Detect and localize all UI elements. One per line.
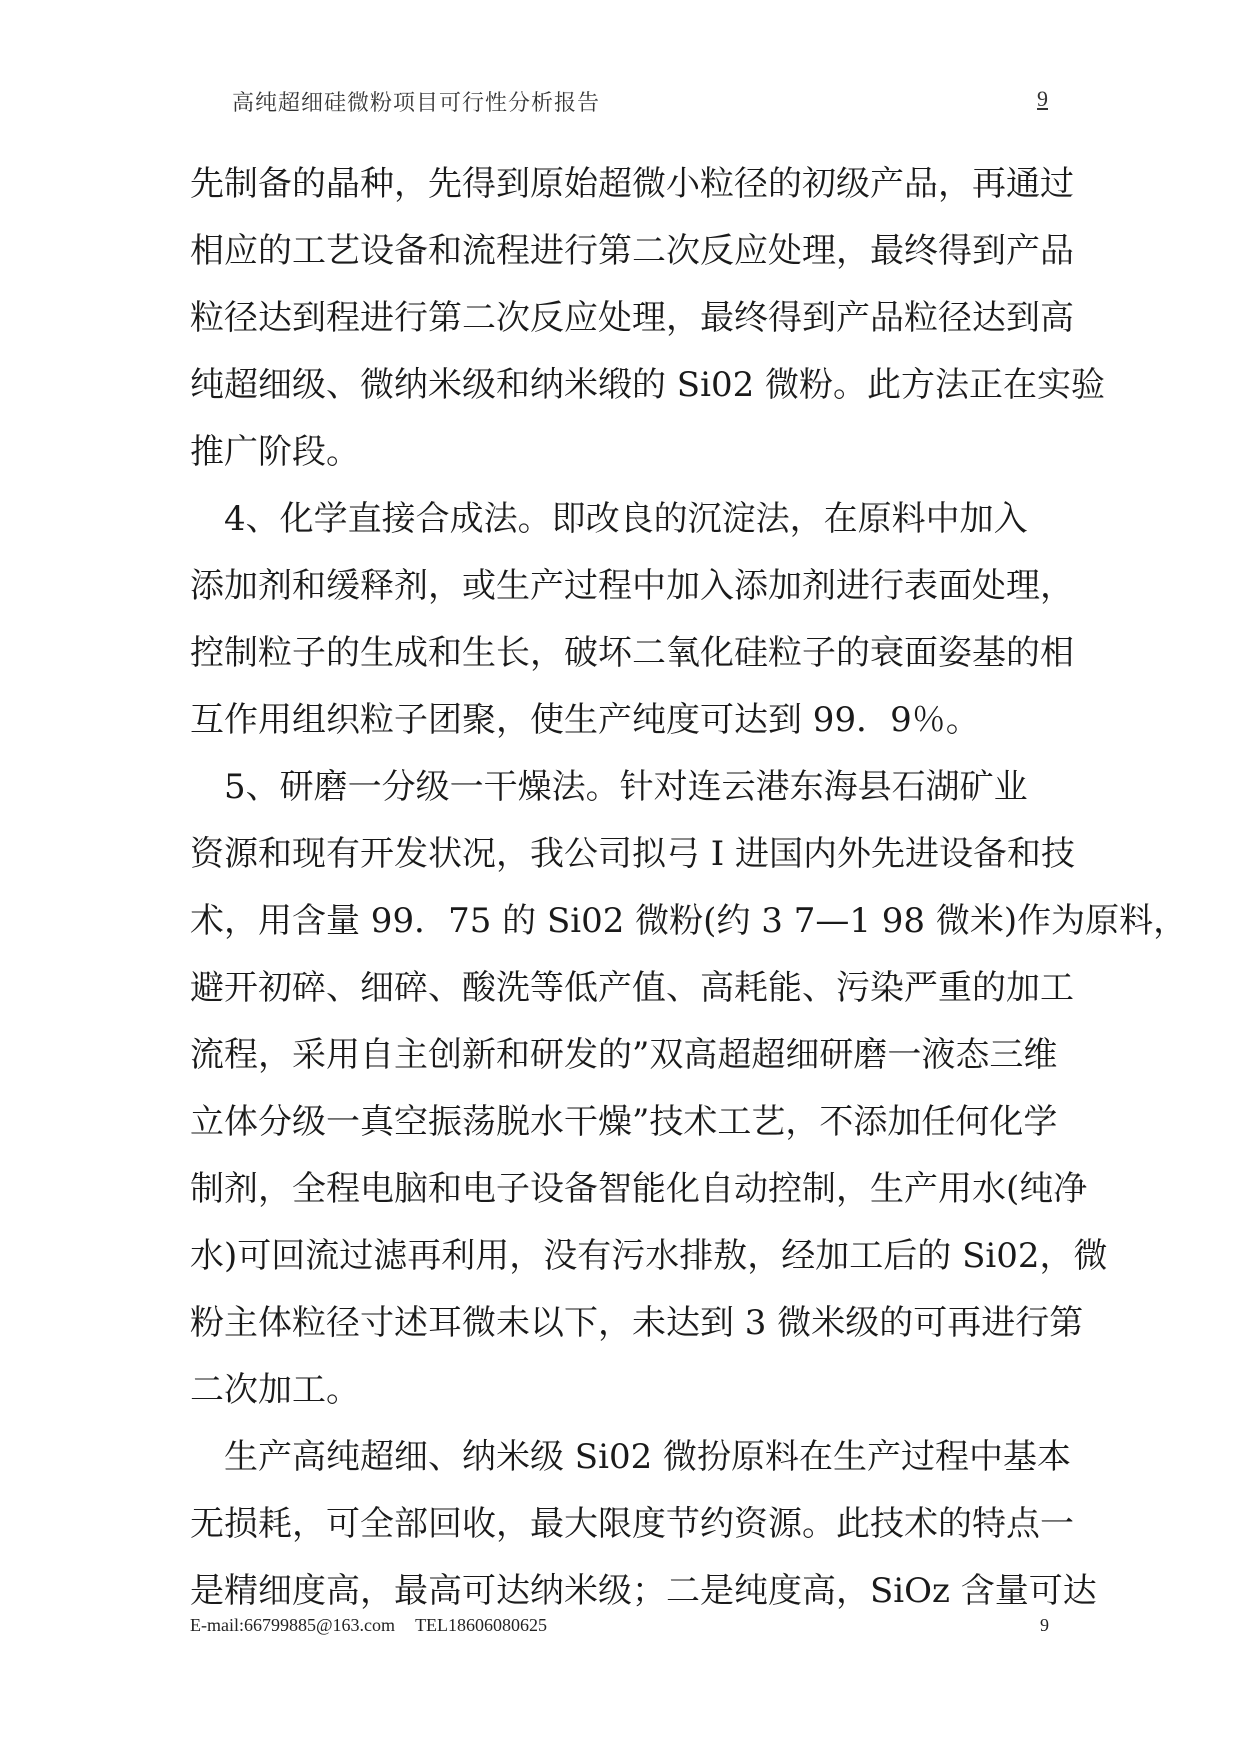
body-line: 4、化学直接合成法。即改良的沉淀法，在原料中加入 (190, 499, 1028, 539)
footer-contact (190, 1615, 547, 1636)
body-line: 二次加工。 (190, 1370, 360, 1410)
document-body (190, 151, 1188, 1625)
body-line: 互作用组织粒子团聚，使生产纯度可达到 99．9％。 (190, 700, 980, 740)
body-line: 相应的工艺设备和流程进行第二次反应处理，最终得到产品 (190, 231, 1074, 271)
body-line: 控制粒子的生成和生长，破坏二氧化硅粒子的衰面姿基的相 (190, 633, 1074, 673)
header-page-number: 9 (1037, 86, 1048, 111)
body-line: 5、研磨一分级一干燥法。针对连云港东海县石湖矿业 (190, 767, 1028, 807)
body-line: 术，用含量 99．75 的 Si02 微粉(约 3 7—1 98 微米)作为原料， (190, 901, 1188, 941)
body-line: 资源和现有开发状况，我公司拟弓 I 进国内外先进设备和技 (190, 834, 1076, 874)
body-line: 是精细度高，最高可达纳米级；二是纯度高，SiOz 含量可达 (190, 1571, 1097, 1611)
body-line: 无损耗，可全部回收，最大限度节约资源。此技术的特点一 (190, 1504, 1074, 1544)
footer-email: E-mail:66799885@163.com (190, 1615, 396, 1635)
body-line: 粒径达到程进行第二次反应处理，最终得到产品粒径达到高 (190, 298, 1074, 338)
body-line: 推广阶段。 (190, 432, 360, 472)
footer-tel: TEL18606080625 (415, 1615, 548, 1635)
body-line: 粉主体粒径寸述耳微未以下，未达到 3 微米级的可再进行第 (190, 1303, 1084, 1343)
body-line: 避开初碎、细碎、酸洗等低产值、高耗能、污染严重的加工 (190, 968, 1074, 1008)
body-line: 流程，采用自主创新和研发的”双高超超细研磨一液态三维 (190, 1035, 1058, 1075)
body-line: 纯超细级、微纳米级和纳米缎的 Si02 微粉。此方法正在实验 (190, 365, 1106, 405)
footer-page-number: 9 (1040, 1615, 1049, 1635)
body-line: 添加剂和缓释剂，或生产过程中加入添加剂进行表面处理， (190, 566, 1074, 606)
body-line: 水)可回流过滤再利用，没有污水排敖，经加工后的 Si02，微 (190, 1236, 1108, 1276)
header-title: 高纯超细硅微粉项目可行性分析报告 (232, 91, 601, 116)
body-line: 先制备的晶种，先得到原始超微小粒径的初级产品，再通过 (190, 164, 1074, 204)
body-line: 制剂，全程电脑和电子设备智能化自动控制，生产用水(纯净 (190, 1169, 1088, 1209)
body-line: 立体分级一真空振荡脱水干燥”技术工艺，不添加任何化学 (190, 1102, 1058, 1142)
body-line: 生产高纯超细、纳米级 Si02 微扮原料在生产过程中基本 (190, 1437, 1072, 1477)
